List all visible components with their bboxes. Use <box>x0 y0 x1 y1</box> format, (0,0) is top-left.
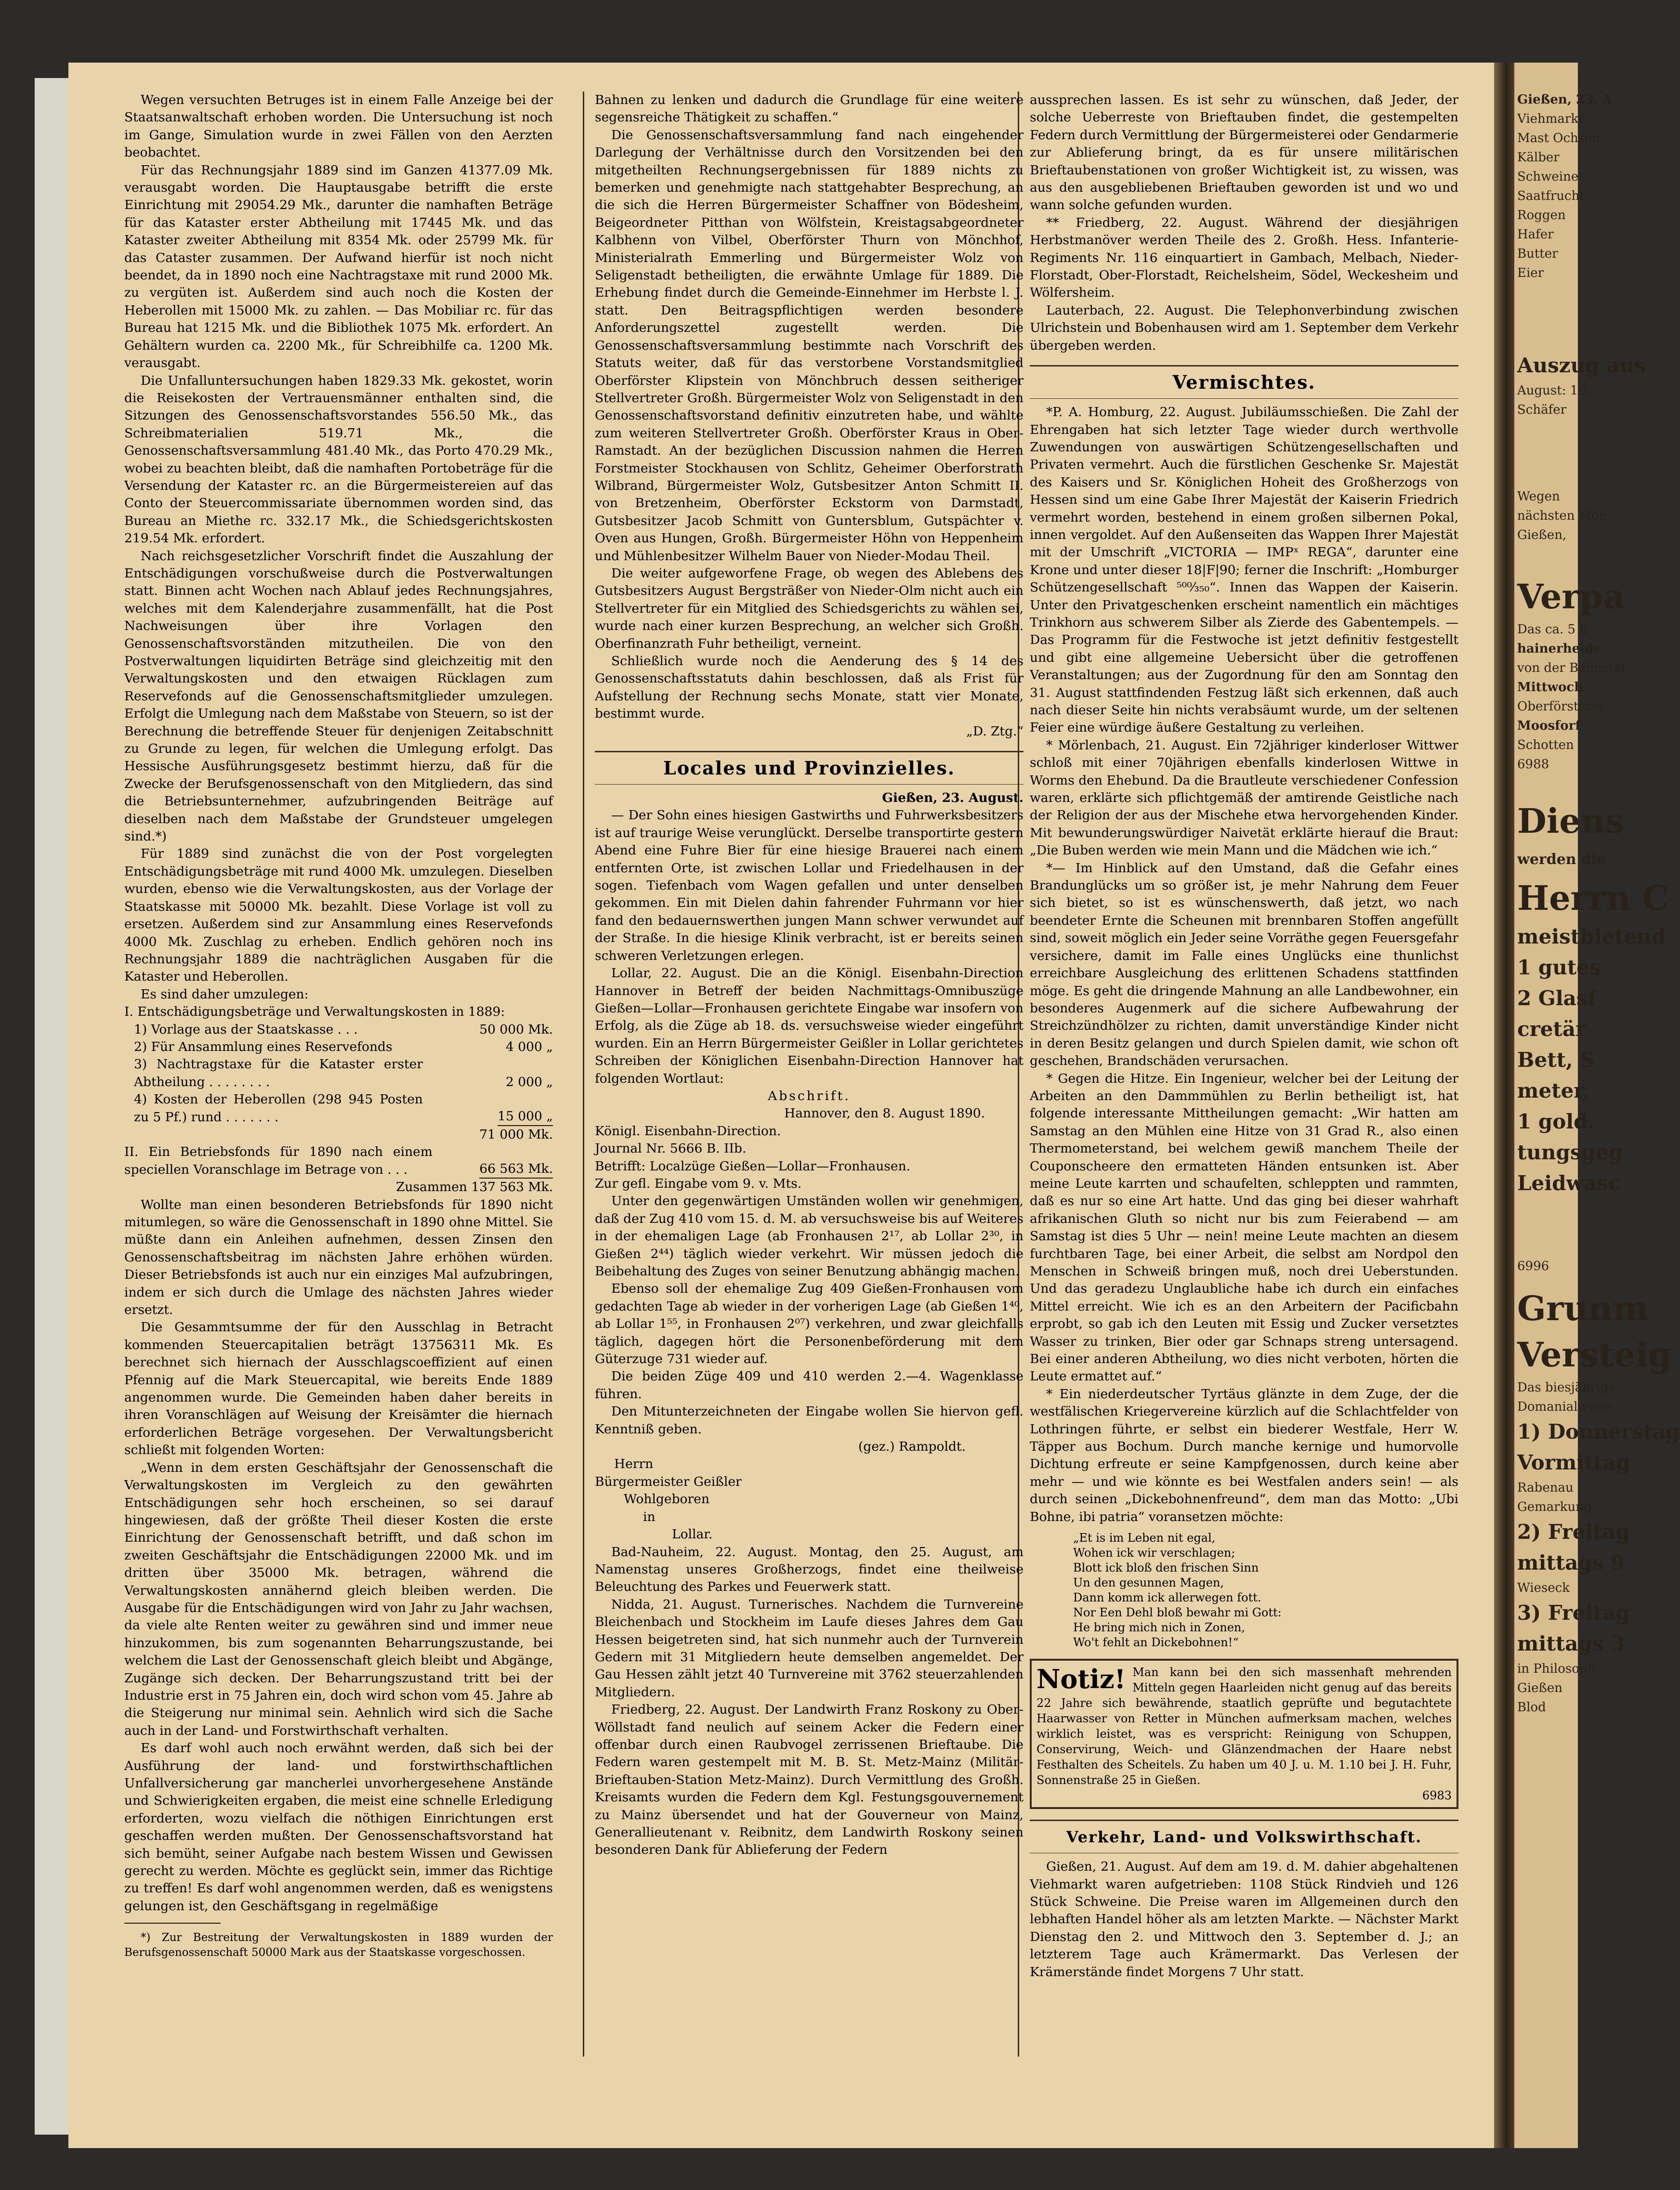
paragraph: Ebenso soll der ehemalige Zug 409 Gießen-Fronhausen vom gedachten Tage ab wieder in der vorherigen Lage (ab Gießen 1⁴⁰, ab Lollar 1⁵⁵, in Fronhausen 2⁰⁷) verkehren, und zwar gleichfalls täglich, dagegen hört die Personenbeförderung mit dem Güterzuge 731 wieder auf. <box>595 1281 1024 1367</box>
paragraph: * Ein niederdeutscher Tyrtäus glänzte in dem Zuge, der die westfälischen Kriegervereine kürzlich auf die Schlachtfelder von Lothringen führte, er selbst ein biederer Westfale, Herr W. Täpper aus Bochum. Durch manche kernige und humorvolle Dichtung erfreute er seine Kampfgenossen, durch keine aber mehr — und wie könnte es bei Westfalen anders sein! — als durch seinen „Dickebohnenfreund“, dem man das Motto: „Ubi Bohne, ibi patria“ voransetzen möchte: <box>1030 1386 1458 1524</box>
column-3 <box>1030 92 1458 2066</box>
edge-text: Hafer <box>1517 227 1554 242</box>
edge-text: Blod <box>1517 1700 1546 1715</box>
edge-text: 3) Freitag <box>1517 1601 1630 1625</box>
edge-text: Butter <box>1517 247 1558 261</box>
edge-text: 1 gutes <box>1517 956 1601 979</box>
letter-header-line: Journal Nr. 5666 B. IIb. <box>595 1141 747 1156</box>
paragraph: Die Genossenschaftsversammlung fand nach eingehender Darlegung der Verhältnisse durch den Vorsitzenden bei den mitgetheilten Rechnungsergebnissen für 1889 nichts zu bemerken und genehmigte nach stattgehabter Besprechung, an die sich die Herren Bürgermeister Schaffner von Bödesheim, Beigeordneter Pitthan von Wölfstein, Kreistagsabgeordneter Kalbhenn von Vilbel, Oberförster Thurn von Mönchhof, Ministerialrath Emmerling und Bürgermeister Wolz von Seligenstadt betheiligten, die erwähnte Umlage für 1889. Die Erhebung findet durch die Gemeinde-Einnehmer im Herbste l. J. statt. Den Beitragspflichtigen werden besondere Anforderungszettel zugestellt werden. Die Genossenschaftsversammlung bestimmte nach Vorschrift des Statuts weiter, daß für das verstorbene Vorstandsmitglied Oberförster Klipstein von Mönchbruch dessen seitheriger Stellvertreter Großh. Bürgermeister Wolz von Seligenstadt in den Genossenschaftsvorstand definitiv einzutreten habe, und wählte zum weiteren Stellvertreter Großh. Oberförster Kraus in Ober-Ramstadt. An der bezüglichen Discussion nahmen die Herren Forstmeister Stockhausen von Schlitz, Geheimer Oberforstrath Wilbrand, Bürgermeister Wolz, Gutsbesitzer Anton Schmitt II. von Bretzenheim, Oberförster Eckstorm von Darmstadt, Gutsbesitzer Jacob Schmitt von Guntersblum, Gutspächter v. Oven aus Hungen, Großh. Bürgermeister Höhn von Heppenheim und Mühlenbesitzer Wilhelm Bauer von Nieder-Modau Theil. <box>595 127 1024 564</box>
edge-text: Gießen <box>1517 1681 1562 1695</box>
paragraph: Unter den gegenwärtigen Umständen wollen wir genehmigen, daß der Zug 410 vom 15. d. M. ab versuchsweise bis auf Weiteres in der ehemaligen Lage (ab Fronhausen 2¹⁷, ab Lollar 2³⁰, in Gießen 2⁴⁴) täglich wieder verkehrt. Wir müssen jedoch die Beibehaltung des Zuges von seiner Benutzung abhängig machen. <box>595 1193 1024 1279</box>
paragraph: Gießen, 21. August. Auf dem am 19. d. M. dahier abgehaltenen Viehmarkt waren aufgetrieben: 1108 Stück Rindvieh und 126 Stück Schweine. Die Preise waren im Allgemeinen durch den lebhaften Handel höher als am letzten Markte. — Nächster Markt Dienstag den 2. und Mittwoch den 3. September d. J.; an letzterem Tage auch Krämermarkt. Das Verlesen der Krämerstände findet Morgens 7 Uhr statt. <box>1030 1859 1458 1980</box>
paragraph: Bahnen zu lenken und dadurch die Grundlage für eine weitere segensreiche Thätigkeit zu schaffen.“ <box>595 92 1024 125</box>
table-total: Zusammen 137 563 Mk. <box>396 1180 553 1195</box>
paragraph: Friedberg, 22. August. Der Landwirth Franz Roskony zu Ober-Wöllstadt fand neulich auf seinem Acker die Federn einer offenbar durch einen Raubvogel zerrissenen Brieftaube. Die Federn waren gestempelt mit M. B. St. Metz-Mainz (Militär-Brieftauben-Station Metz-Mainz). Durch Vermittlung des Großh. Kreisamts wurden die Federn dem Kgl. Festungsgouvernement zu Mainz übersendet und hat der Gouverneur von Mainz, Generallieutenant v. Reibnitz, dem Landwirth Roskony seinen besonderen Dank für Ablieferung der Federn <box>595 1702 1024 1858</box>
address-line: Bürgermeister Geißler <box>595 1474 742 1489</box>
table-row: 1) Vorlage aus der Staatskasse . . . 50 000 Mk. <box>134 1022 553 1037</box>
edge-text: Vormittag <box>1517 1451 1630 1474</box>
section-heading: Vermischtes. <box>1030 365 1458 399</box>
table-row: 4) Kosten der Heberollen (298 945 Posten zu 5 Pf.) rund . . . . . . . 15 000 „ <box>124 1091 553 1126</box>
edge-text: cretär <box>1517 1017 1587 1041</box>
letter-header-line: Zur gefl. Eingabe vom 9. v. Mts. <box>595 1176 802 1191</box>
address-line: in <box>643 1509 656 1524</box>
edge-text: Schäfer <box>1517 403 1567 417</box>
book-gutter <box>1494 63 1514 2148</box>
edge-text: 1) Donnerstag <box>1517 1420 1680 1443</box>
poem-line: Dann komm ick allerwegen fott. <box>1073 1591 1261 1605</box>
paragraph: *— Im Hinblick auf den Umstand, daß die Gefahr eines Brandunglücks um so größer ist, je mehr Nahrung dem Feuer sich bietet, so ist es wünschenswerth, daß jetzt, wo nach beendeter Ernte die Scheunen mit brennbaren Stoffen angefüllt sind, soweit möglich ein Jeder seine Vorräthe gegen Feuersgefahr versichere, damit im Falle eines Unglücks eine thunlichst erreichbare Ausgleichung des erlittenen Schadens stattfinden möge. Es geht die dringende Mahnung an alle Landbewohner, ein besonderes Augenmerk auf die sichere Aufbewahrung der Streichzündhölzer zu richten, damit unverständige Kinder nicht in deren Besitz gelangen und durch Spielen damit, wie schon oft geschehen, Brandschäden verursachen. <box>1030 860 1458 1069</box>
letter-header-line: Königl. Eisenbahn-Direction. <box>595 1123 781 1139</box>
paragraph: Schließlich wurde noch die Aenderung des § 14 des Genossenschaftsstatuts dahin beschlossen, daß als Frist für Aufstellung der Rechnung sechs Monate, statt vier Monate, bestimmt wurde. <box>595 654 1024 721</box>
edge-text: August: 16. <box>1517 383 1590 398</box>
scanner-board <box>35 78 70 2135</box>
letter-signature: (gez.) Rampoldt. <box>858 1439 966 1455</box>
paragraph: Die beiden Züge 409 und 410 werden 2.—4. Wagenklasse führen. <box>595 1369 1024 1402</box>
poem-line: Un den gesunnen Magen, <box>1073 1576 1224 1590</box>
edge-text: 2 Glasf <box>1517 986 1597 1010</box>
paragraph: Lollar, 22. August. Die an die Königl. Eisenbahn-Direction Hannover in Betreff der beiden Nachmittags-Omnibuszüge Gießen—Lollar—Fronhausen gerichtete Eingabe war insofern von Erfolg, als die Züge ab 18. ds. versuchsweise wieder eingeführt wurden. Ein an Herrn Bürgermeister Geißler in Lollar gerichtetes Schreiben der Königlichen Eisenbahn-Direction Hannover hat folgenden Wortlaut: <box>595 966 1024 1086</box>
poem-line: Nor Een Dehl bloß bewahr mi Gott: <box>1073 1606 1282 1620</box>
letter-header-line: Betrifft: Localzüge Gießen—Lollar—Fronhausen. <box>595 1158 911 1174</box>
edge-text: Gießen, <box>1517 528 1567 542</box>
edge-text: Das biesjährige <box>1517 1380 1616 1395</box>
address-line: Herrn <box>614 1456 654 1472</box>
section-heading: Locales und Provinzielles. <box>595 751 1024 785</box>
ad-number: 6983 <box>1422 1789 1452 1803</box>
paragraph: Bad-Nauheim, 22. August. Montag, den 25. August, am Namenstag unseres Großherzogs, findet eine theilweise Beleuchtung des Parkes und Feuerwerk statt. <box>595 1544 1024 1595</box>
edge-text: 6988 <box>1517 757 1549 772</box>
edge-text: Saatfrucht <box>1517 189 1585 203</box>
edge-text: hainerheide <box>1517 642 1601 656</box>
paragraph: ** Friedberg, 22. August. Während der diesjährigen Herbstmanöver werden Theile des 2. Großh. Hess. Infanterie-Regiments Nr. 116 einquartiert in Gambach, Melbach, Nieder-Florstadt, Ober-Florstadt, Reichelsheim, Södel, Weckesheim und Wölfersheim. <box>1030 215 1458 301</box>
divider <box>124 1923 221 1924</box>
paragraph: Die weiter aufgeworfene Frage, ob wegen des Ablebens des Gutsbesitzers August Bergsträßer von Nieder-Olm nicht auch ein Stellvertreter für ein Mitglied des Schiedsgerichts zu wählen sei, wurde nach einer kurzen Besprechung, an welcher sich Großh. Oberfinanzrath Fuhr betheiligt, verneint. <box>595 565 1024 651</box>
edge-text: 1 gold. <box>1517 1110 1595 1133</box>
footnote: *) Zur Bestreitung der Verwaltungskosten in 1889 wurden der Berufsgenossenschaft 50000 Mark aus der Staatskasse vorgeschossen. <box>124 1931 553 1959</box>
edge-text: mittags 3 <box>1517 1632 1625 1655</box>
paragraph: Nidda, 21. August. Turnerisches. Nachdem die Turnvereine Bleichenbach und Stockheim im Laufe dieses Jahres dem Gau Hessen beigetreten sind, hat sich nunmehr auch der Turnverein Gedern mit 31 Mitgliedern heute demselben angemeldet. Der Gau Hessen zählt jetzt 40 Turnvereine mit 3762 steuerzahlenden Mitgliedern. <box>595 1597 1024 1700</box>
paragraph: — Der Sohn eines hiesigen Gastwirths und Fuhrwerksbesitzers ist auf traurige Weise verunglückt. Derselbe transportirte gestern Abend eine Fuhre Bier für eine hiesige Brauerei nach einem entfernten Orte, ist zwischen Lollar und Friedelhausen in der sogen. Tiefenbach vom Wagen gefallen und unter denselben gekommen. Ein mit Dielen dahin fahrender Fuhrmann vor hier fand den bedauernswerthen jungen Mann schwer verwundet auf der Straße. In die hiesige Klinik verbracht, ist er bereits seinen schweren Verletzungen erlegen. <box>595 808 1024 963</box>
edge-text: Viehmarkt <box>1517 112 1584 126</box>
edge-text: Roggen <box>1517 208 1566 223</box>
edge-text: Bett, S <box>1517 1048 1595 1072</box>
edge-text: mittags 9 <box>1517 1551 1625 1574</box>
letter-date: Hannover, den 8. August 1890. <box>784 1106 985 1121</box>
edge-text: Gießen, 23. A <box>1517 92 1612 107</box>
paragraph: * Gegen die Hitze. Ein Ingenieur, welcher bei der Leitung der Arbeiten an den Dammmühlen zu Berlin betheiligt ist, hat folgende interessante Mittheilungen gemacht: „Wir hatten am Samstag an den Mühlen eine Hitze von 31 Grad R., also einen Thermometerstand, bei welchem gewiß manchem Theile der Couponscheere den ermatteten Händen entsunken ist. Aber meine Leute karrten und schaufelten, schleppten und rammten, daß es nur so eine Art hatte. Und das ging bei dieser wahrhaft afrikanischen Gluth so nicht nur bis zum Feierabend — am Samstag ist dies 5 Uhr — nein! meine Leute machten an diesem furchtbaren Tage, bei einer Arbeit, die selbst am Nordpol den Menschen in Schweiß bringen muß, noch drei Ueberstunden. Und das geradezu Unglaubliche habe ich durch ein einfaches Mittel erreicht. Wie ich es an den Arbeitern der Pacificbahn erprobt, so gab ich den Leuten mit Essig und Zucker versetztes Wasser zu trinken, Bier oder gar Schnaps streng untersagend. Bei einer anderen Abtheilung, wo dies nicht verboten, hörten die Leute ermattet auf.“ <box>1030 1071 1458 1384</box>
ad-title: Notiz! <box>1037 1664 1126 1695</box>
edge-text: Rabenau <box>1517 1481 1574 1495</box>
section-heading: Verkehr, Land- und Volkswirthschaft. <box>1030 1820 1458 1853</box>
paragraph: Wegen versuchten Betruges ist in einem Falle Anzeige bei der Staatsanwaltschaft erhoben worden. Die Untersuchung ist noch im Gange, Simulation wurde in zwei Fällen von den Aerzten beobachtet. <box>124 92 553 160</box>
source-signature: „D. Ztg.“ <box>966 723 1024 739</box>
edge-text: nächsten Mon <box>1517 509 1607 523</box>
edge-text: Das ca. 5 h <box>1517 622 1588 637</box>
paragraph: Den Mitunterzeichneten der Eingabe wollen Sie hiervon gefl. Kenntniß geben. <box>595 1404 1024 1437</box>
paragraph: aussprechen lassen. Es ist sehr zu wünschen, daß Jeder, der solche Ueberreste von Brieftauben findet, die gestempelten Federn durch Vermittlung der Bürgermeisterei oder Gendarmerie zur Ablieferung bringt, da es für unsere militärischen Brieftaubenstationen von großer Wichtigkeit ist, zu wissen, was aus den ausgebliebenen Brieftauben geworden ist und wo und wann solche gefunden wurden. <box>1030 92 1458 213</box>
edge-text: tungsgeg <box>1517 1141 1623 1164</box>
edge-text: Moosforf <box>1517 719 1581 733</box>
paragraph: Lauterbach, 22. August. Die Telephonverbindung zwischen Ulrichstein und Bobenhausen wird am 1. September dem Verkehr übergeben werden. <box>1030 302 1458 353</box>
edge-text: von der Bahnstat <box>1517 661 1626 675</box>
edge-text: Wieseck <box>1517 1581 1570 1595</box>
paragraph: Wollte man einen besonderen Betriebsfonds für 1890 nicht mitumlegen, so wäre die Genossenschaft in 1890 ohne Mittel. Sie müßte dann ein Anleihen aufnehmen, dessen Zinsen den Genossenschaftsbeitrag im nächsten Jahre erhöhen würden. Dieser Betriebsfonds ist auch nur ein einziges Mal aufzubringen, indem er sich durch die Umlage des nächsten Jahres wieder ersetzt. <box>124 1197 553 1318</box>
paragraph: Nach reichsgesetzlicher Vorschrift findet die Auszahlung der Entschädigungen vorschußweise durch die Postverwaltungen statt. Binnen acht Wochen nach Ablauf jedes Rechnungsjahres, welches mit dem Kalenderjahre zusammenfällt, hat die Post Nachweisungen über ihre Vorlagen den Genossenschaftsvorständen mitzutheilen. Die von den Postverwaltungen liquidirten Beträge sind gleichzeitig mit den Verwaltungskosten und den etwaigen Rücklagen zum Reservefonds auf die Genossenschaftsmitglieder umzulegen. Erfolgt die Umlegung nach dem Maßstabe von Steuern, so ist der Berechnung die betreffende Steuer für denjenigen Zeitabschnitt zu Grunde zu legen, für welchen die Umlegung erfolgt. Das Hessische Ausführungsgesetz bestimmt hierzu, daß für die Zwecke der Berufsgenossenschaft von den Mitgliedern, das sind die Betriebsunternehmer, aufzubringenden Beiträge auf dieselben nach dem Maßstabe der Grundsteuer umgelegen sind.*) <box>124 548 553 844</box>
poem-line: Wohen ick wir verschlagen; <box>1073 1546 1235 1560</box>
edge-text: Diens <box>1517 801 1625 841</box>
edge-text: Verpa <box>1517 577 1625 616</box>
edge-text: Domanialwiese <box>1517 1400 1614 1414</box>
edge-text: Mittwoch <box>1517 680 1584 695</box>
paragraph: * Mörlenbach, 21. August. Ein 72jähriger kinderloser Wittwer schloß mit einer 70jährigen ebenfalls kinderlosen Wittwe in Worms den Ehebund. Da die Brautleute verschiedener Confession waren, erklärte sich pflichtgemäß der amtirende Geistliche nach der Religion der aus der Mischehe etwa hervorgehenden Kinder. Mit bewunderungswürdiger Naivetät erklärte hierauf die Braut: „Die Buben werden wie mein Mann und die Mädchen wie ich.“ <box>1030 737 1458 858</box>
advertisement-notiz <box>1030 1659 1458 1809</box>
poem-line: Blott ick bloß den frischen Sinn <box>1073 1561 1259 1575</box>
edge-text: Mast Ochsen <box>1517 131 1601 145</box>
paragraph: *P. A. Homburg, 22. August. Jubiläumsschießen. Die Zahl der Ehrengaben hat sich letzter Tage wieder durch werthvolle Zuwendungen von auswärtigen Schützengesellschaften und Privaten vermehrt. Auch die fürstlichen Geschenke Sr. Majestät des Kaisers und Sr. Königlichen Hoheit des Großherzogs von Hessen sind um eine Gabe Ihrer Majestät der Kaiserin Friedrich vermehrt worden, bestehend in einem großen silbernen Pokal, innen vergoldet. Auf den Außenseiten das Wappen Ihrer Majestät mit der Umschrift „VICTORIA — IMPˣ REGA“, darunter eine Krone und unter dieser 18|F|90; ferner die Inschrift: „Homburger Schützengesellschaft ⁵⁰⁰⁄₃₅₀“. Innen das Wappen der Kaiserin. Unter den Privatgeschenken erscheint namentlich ein mächtiges Trinkhorn aus schwerem Silber als Zierde des Gabentempels. — Das Programm für die Festwoche ist jetzt definitiv festgestellt und gibt eine allgemeine Uebersicht über die getroffenen Veranstaltungen; aus der Zugordnung für den am Sonntag den 31. August stattfindenden Festzug läßt sich erkennen, daß auch nach dieser Seite hin nichts verabsäumt wurde, um der seltenen Feier eine würdige äußere Gestaltung zu verleihen. <box>1030 405 1458 735</box>
edge-text: 2) Freitag <box>1517 1520 1630 1544</box>
edge-text: in Philosoph <box>1517 1662 1596 1676</box>
edge-text: Oberförsterei <box>1517 699 1603 714</box>
edge-text: Auszug aus <box>1517 354 1646 377</box>
edge-text: Grunm <box>1517 1288 1649 1328</box>
cost-table <box>124 1003 553 1196</box>
paragraph: Für das Rechnungsjahr 1889 sind im Ganzen 41377.09 Mk. verausgabt worden. Die Hauptausgabe betrifft die erste Einrichtung mit 29054.29 Mk., darunter die namhaften Beträge für das Kataster erster Abtheilung mit 17445 Mk. und das Kataster zweiter Abtheilung mit 8354 Mk. oder 25799 Mk. für das Cataster zusammen. Der Aufwand hierfür ist noch nicht beendet, da in 1890 noch eine Nachtragstaxe mit rund 2000 Mk. zu vergüten ist. Außerdem sind auch noch die Kosten der Heberollen mit 15000 Mk. zu zahlen. — Das Mobiliar rc. für das Bureau hat 1215 Mk. und die Bibliothek 1075 Mk. erfordert. An Gehältern wurden ca. 2200 Mk., für Schreibhilfe ca. 1200 Mk. verausgabt. <box>124 162 553 371</box>
edge-text: Leidwasc <box>1517 1171 1621 1195</box>
paragraph: Für 1889 sind zunächst die von der Post vorgelegten Entschädigungsbeträge mit rund 4000 Mk. umzulegen. Dieselben wurden, ebenso wie die Verwaltungskosten, aus der Vorlage der Staatskasse mit 50000 Mk. bezahlt. Diese Vorlage ist voll zu ersetzen. Außerdem sind zur Ansammlung eines Reservefonds 4000 Mk. Zuschlag zu erheben. Endlich gehören noch ins Rechnungsjahr 1889 die nachträglichen Ausgaben für die Kataster und Heberollen. <box>124 846 553 984</box>
paragraph: „Wenn in dem ersten Geschäftsjahr der Genossenschaft die Verwaltungskosten im Vergleich zu den gewährten Entschädigungen sehr hoch erscheinen, so sei darauf hingewiesen, daß der größte Theil dieser Kosten die erste Einrichtung der Genossenschaft betrifft, und daß schon im zweiten Geschäftsjahr die Entschädigungen 22000 Mk. und im dritten über 35000 Mk. betragen, während die Verwaltungskosten annähernd gleich bleiben werden. Die Ausgabe für die Entschädigungen wird von Jahr zu Jahr wachsen, da viele alte Renten weiter zu gewähren sind und immer neue hinzukommen, bis zum sogenannten Beharrungszustande, bei welchem die Last der Genossenschaft gleich bleibt und Abgänge, Zugänge sich decken. Der Beharrungszustand tritt bei der Industrie erst in 75 Jahren ein, doch wird schon vom 45. Jahre ab die Steigerung nur minimal sein. Aehnlich wird sich die Sache auch in der Land- und Forstwirthschaft verhalten. <box>124 1460 553 1738</box>
edge-text: werden die <box>1517 851 1606 868</box>
edge-text: Herrn C <box>1517 878 1669 918</box>
paragraph: Es darf wohl auch noch erwähnt werden, daß sich bei der Ausführung der land- und forstwirthschaftlichen Unfallversicherung gar mancherlei unvorhergesehene Anstände und Schwierigkeiten ergaben, die meist eine schnelle Erledigung erforderten, wozu vielfach die nöthigen Einrichtungen erst geschaffen werden mußten. Der Genossenschaftsvorstand hat sich bemüht, seiner Aufgabe nach bestem Wissen und Gewissen gerecht zu werden. Möchte es geglückt sein, immer das Richtige zu treffen! Es darf wohl angenommen werden, daß es wenigstens gelungen ist, den Geschäftsgang in regelmäßige <box>124 1741 553 1914</box>
paragraph: Die Gesammtsumme der für den Ausschlag in Betracht kommenden Steuercapitalien beträgt 13756311 Mk. Es berechnet sich hiernach der Ausschlagscoeffizient auf einen Pfennig auf die Mark Steuercapital, wie bereits Ende 1889 angenommen wurde. Die Gemeinden haben daher bereits in ihren Voranschlägen auf Weisung der Kreisämter die hiernach erforderlichen Beträge vorgesehen. Der Verwaltungsbericht schließt mit folgenden Worten: <box>124 1320 553 1458</box>
letter-label: Abschrift. <box>768 1088 851 1103</box>
edge-text: Schweine <box>1517 170 1579 184</box>
table-heading: I. Entschädigungsbeträge und Verwaltungskosten in 1889: <box>124 1004 505 1020</box>
table-row: 3) Nachtragstaxe für die Kataster erster Abtheilung . . . . . . . . 2 000 „ <box>134 1057 553 1089</box>
paragraph: Es sind daher umzulegen: <box>141 986 309 1002</box>
edge-text: 6996 <box>1517 1259 1549 1273</box>
edge-text: meter, <box>1517 1079 1590 1102</box>
edge-text: Schotten <box>1517 738 1574 752</box>
address-line: Wohlgeboren <box>624 1492 709 1507</box>
column-rule <box>583 92 584 2057</box>
table-row: 2) Für Ansammlung eines Reservefonds 4 000 „ <box>134 1039 553 1054</box>
edge-text: Kälber <box>1517 150 1560 165</box>
column-1 <box>124 92 553 2066</box>
poem <box>1073 1531 1458 1650</box>
edge-text: Versteig <box>1517 1335 1672 1375</box>
address-line: Lollar. <box>672 1527 713 1542</box>
adjacent-page-edge <box>1514 63 1680 2148</box>
table-sum: 71 000 Mk. <box>479 1127 553 1142</box>
edge-text: Gemarkung <box>1517 1500 1592 1514</box>
column-2 <box>595 92 1024 2066</box>
edge-text: Eier <box>1517 266 1544 280</box>
table-row: II. Ein Betriebsfonds für 1890 nach einem speciellen Voranschlage im Betrage von . . . 66 563 Mk. <box>124 1143 553 1179</box>
edge-text: meistbietend <box>1517 925 1666 948</box>
ad-text: Man kann bei den sich massenhaft mehrenden Mitteln gegen Haarleiden nicht genug auf das bereits 22 Jahre sich bewährende, staatlich geprüfte und begutachtete Haarwasser von Retter in München aufmerksam machen, welches wirklich leistet, was es verspricht: Reinigung von Schuppen, Conservirung, Weich- und Glänzendmachen der Haare nebst Festhalten des Scheitels. Zu haben um 40 J. u. M. 1.10 bei J. H. Fuhr, Sonnenstraße 25 in Gießen. <box>1037 1665 1452 1787</box>
poem-line: He bring mich nich in Zonen, <box>1073 1621 1245 1635</box>
poem-line: Wo't fehlt an Dickebohnen!“ <box>1073 1636 1239 1650</box>
edge-text: Wegen <box>1517 489 1560 504</box>
dateline: Gießen, 23. August. <box>882 790 1024 806</box>
paragraph: Die Unfalluntersuchungen haben 1829.33 Mk. gekostet, worin die Reisekosten der Vertrauensmänner enthalten sind, die Sitzungen des Genossenschaftsvorstandes 556.50 Mk., das Schreibmaterialien 519.71 Mk., die Genossenschaftsversammlung 481.40 Mk., das Porto 470.29 Mk., wobei zu beachten bleibt, daß die namhaften Portobeträge für die Versendung der Kataster rc. an die Bürgermeistereien auf das Conto der Steuercommissariate übernommen worden sind, das Bureau an Miethe rc. 332.17 Mk., die Schiedsgerichtskosten 219.54 Mk. erfordert. <box>124 373 553 546</box>
poem-line: „Et is im Leben nit egal, <box>1073 1531 1216 1545</box>
